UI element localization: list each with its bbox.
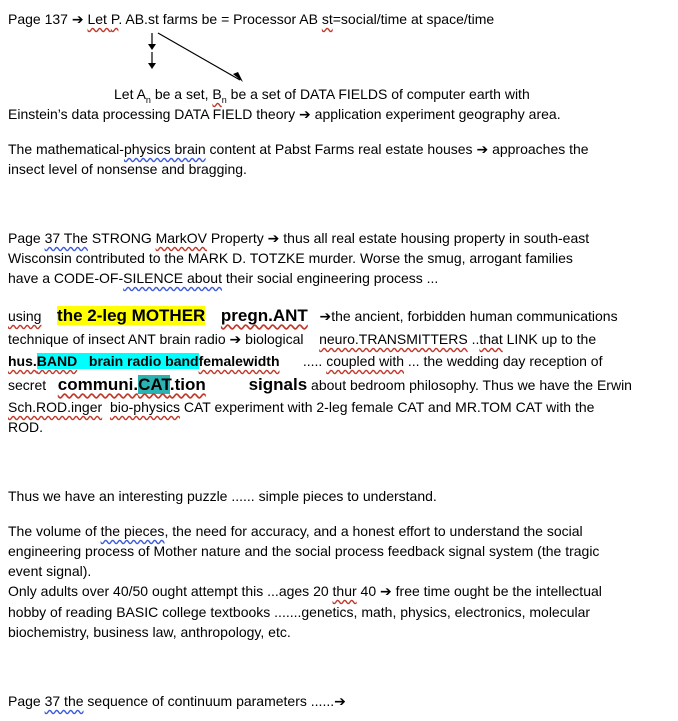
text: bio-physics	[109, 399, 180, 415]
text: femalewidth	[198, 353, 280, 369]
text-line-14	[8, 417, 43, 437]
text: biochemistry, business law, anthropology, etc.	[8, 624, 291, 640]
text: Thus we have an interesting puzzle ...... simple pieces to understand.	[8, 488, 437, 504]
text-line-11	[8, 351, 602, 371]
text: application experiment geography area.	[310, 106, 561, 122]
text: free time ought be the intellectual	[391, 583, 602, 599]
text: 37 The	[44, 230, 88, 246]
text: Sch.ROD.inger	[8, 399, 103, 415]
text: .tion	[169, 375, 206, 394]
text-line-20	[8, 602, 590, 622]
text: Wisconsin contributed to the MARK D. TOTZKE murder. Worse the smug, arrogant families	[8, 250, 573, 266]
text	[41, 308, 57, 324]
text-line-17	[8, 541, 599, 561]
text-line-8	[8, 268, 438, 288]
text: 37 the	[44, 693, 84, 709]
text: The mathematical-	[8, 141, 124, 157]
text: STRONG	[87, 230, 156, 246]
text: communi.	[57, 375, 139, 394]
text: =social/time at space/time	[332, 11, 495, 27]
text: be a set of DATA FIELDS of computer earth with	[226, 86, 530, 102]
arrow-right-icon: ➔	[334, 693, 346, 709]
text: hobby of reading BASIC college textbooks .......genetics, math, physics, electronics, molecular	[8, 604, 591, 620]
text	[206, 377, 249, 393]
text: ROD.	[8, 419, 43, 435]
text: content at Pabst Farms real estate houses	[205, 141, 477, 157]
text: physics brain	[123, 141, 206, 157]
text-line-5	[8, 159, 247, 179]
text	[308, 308, 320, 324]
text: biological	[241, 331, 320, 347]
text: approaches the	[488, 141, 589, 157]
text-line-9	[8, 305, 618, 327]
text: Only adults over 40/50 ought attempt this ...ages 20	[8, 583, 333, 599]
text: thur	[332, 583, 357, 599]
text: that	[479, 331, 503, 347]
text: insect level of nonsense and bragging.	[8, 161, 247, 177]
arrow-right-icon: ➔	[229, 331, 242, 347]
text: .....	[279, 353, 327, 369]
text: neuro.TRANSMITTERS	[319, 331, 468, 347]
text: Einstein’s data processing DATA FIELD theory	[8, 106, 300, 122]
subscript: n	[221, 94, 227, 105]
text: the ancient, forbidden human communications	[331, 308, 618, 324]
text: the pieces	[100, 523, 165, 539]
text: be a set,	[150, 86, 213, 102]
text-line-15	[8, 486, 437, 506]
text: Let	[87, 11, 111, 27]
highlight-text: CAT	[138, 375, 170, 394]
text-line-19	[8, 581, 602, 601]
text: using	[8, 308, 42, 324]
text-line-12	[8, 374, 632, 396]
text: ..	[467, 331, 480, 347]
text: secret	[8, 377, 58, 393]
text: st	[321, 11, 333, 27]
text: CAT experiment with 2-leg female CAT and MR.TOM CAT with the	[179, 399, 595, 415]
text: Let A	[114, 86, 146, 102]
text: P	[110, 11, 119, 27]
text-line-4	[8, 139, 589, 159]
text: thus all real estate housing property in south-east	[279, 230, 590, 246]
arrow-right-icon: ➔	[299, 106, 311, 122]
text: MarkOV	[155, 230, 207, 246]
text: about bedroom philosophy. Thus we have the Erwin	[307, 377, 632, 393]
text: Page	[8, 693, 45, 709]
arrow-right-icon: ➔	[267, 230, 280, 246]
highlight-text: BAND	[36, 353, 78, 369]
text: technique of insect ANT brain radio	[8, 331, 230, 347]
arrow-right-icon: ➔	[71, 11, 88, 27]
text: The volume of	[8, 523, 101, 539]
text: 40	[356, 583, 381, 599]
arrow-right-icon: ➔	[380, 583, 392, 599]
arrow-right-icon: ➔	[319, 308, 332, 324]
text-line-18	[8, 561, 91, 581]
text-line-1	[8, 9, 494, 29]
highlight-text: brain radio band	[77, 353, 199, 369]
text-line-22	[8, 691, 346, 711]
page-ref: Page 137	[8, 11, 72, 27]
text-line-6	[8, 228, 589, 248]
text: . AB.st farms be = Processor AB	[118, 11, 322, 27]
subscript: n	[145, 94, 151, 105]
text-line-16	[8, 521, 583, 541]
text: SILENCE about	[123, 270, 222, 286]
text: LINK up to the	[502, 331, 597, 347]
text: Page	[8, 230, 45, 246]
text: B	[212, 86, 222, 102]
text: have a CODE-OF-	[8, 270, 124, 286]
text: engineering process of Mother nature and the social process feedback signal system (the tragic	[8, 543, 600, 559]
text: event signal).	[8, 563, 92, 579]
text-line-10	[8, 329, 596, 349]
text	[102, 399, 110, 415]
text: sequence of continuum parameters ......	[83, 693, 335, 709]
text	[205, 308, 221, 324]
text: their social engineering process ...	[221, 270, 439, 286]
text-line-13	[8, 397, 594, 417]
text: hus.	[8, 353, 37, 369]
highlight-text: the 2-leg MOTHER	[57, 306, 206, 325]
text: Property	[206, 230, 268, 246]
text-line-7	[8, 248, 573, 268]
text: , the need for accuracy, and a honest effort to understand the social	[164, 523, 583, 539]
text-line-3	[8, 104, 561, 124]
text-line-21	[8, 622, 291, 642]
text: coupled with	[326, 353, 405, 369]
text: ... the wedding day reception of	[404, 353, 603, 369]
arrow-right-icon: ➔	[476, 141, 489, 157]
text: pregn.ANT	[220, 306, 308, 325]
text: signals	[248, 375, 308, 394]
